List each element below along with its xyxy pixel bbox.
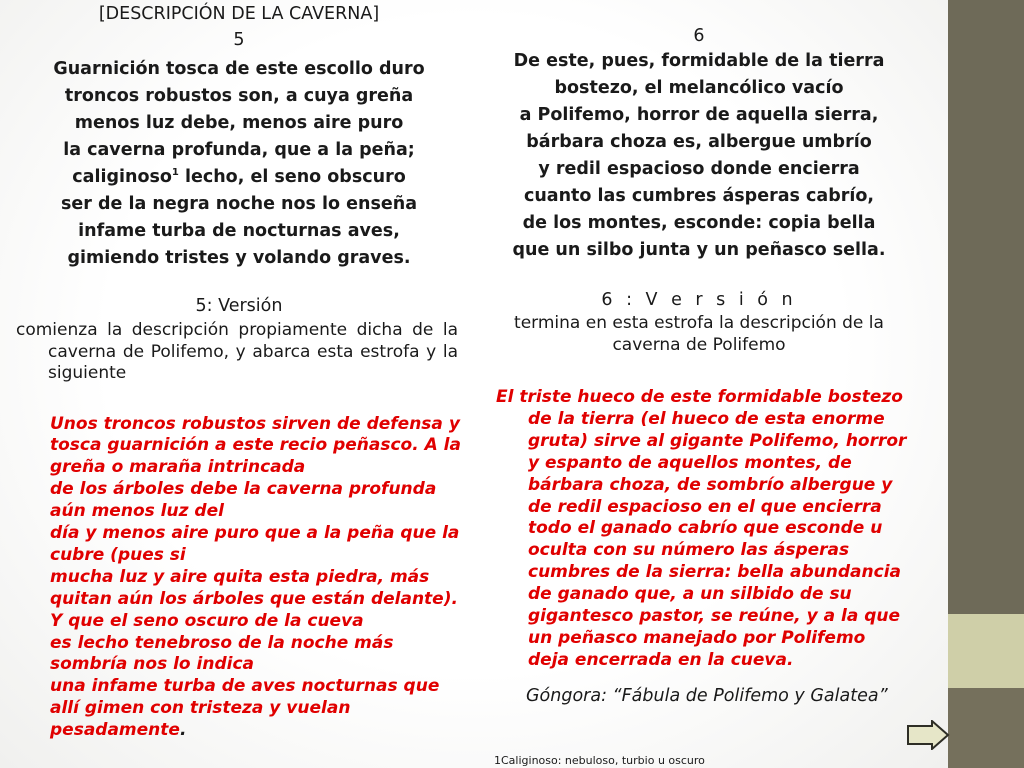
version-6-text: termina en esta estrofa la descripción de la caverna de Polifemo <box>514 313 884 355</box>
poem-line: cuanto las cumbres ásperas cabrío, <box>523 186 875 206</box>
version-6-title: 6 : V e r s i ó n <box>601 290 797 310</box>
stanza-6-poem <box>488 48 910 264</box>
version-5-title: 5: Versión <box>195 296 283 316</box>
paraphrase-line: de los árboles debe la caverna profunda <box>50 479 437 500</box>
sidebar-band-light <box>948 614 1024 688</box>
citation: Góngora: “Fábula de Polifemo y Galatea” <box>526 685 888 706</box>
poem-line: de los montes, esconde: copia bella <box>522 213 876 233</box>
poem-line: De este, pues, formidable de la tierra <box>513 51 885 71</box>
poem-line: menos luz debe, menos aire puro <box>74 113 404 133</box>
stanza-number-5: 5 <box>233 30 245 50</box>
paraphrase-line: aún menos luz del <box>50 501 224 522</box>
poem-line: bárbara choza es, albergue umbrío <box>526 132 872 152</box>
right-column <box>488 0 910 706</box>
poem-line: Guarnición tosca de este escollo duro <box>53 59 425 79</box>
stanza-number-6: 6 <box>693 26 705 46</box>
poem-line: ser de la negra noche nos lo enseña <box>60 194 418 214</box>
stanza-6-paraphrase: El triste hueco de este formidable bostezo de la tierra (el hueco de esta enorme gruta) sirve al gigante Polifemo, horror y espanto de aquellos montes, de bárbara choza, de sombrío albergue y de redil espacioso en el que encierra todo el ganado cabrío que esconde u oculta con su número las ásperas cumbres de la sierra: bella abundancia de ganado que, a un silbido de su gigantesco pastor, se reúne, y a la que un peñasco manejado por Polifemo deja encerrada en la cueva. <box>496 387 907 670</box>
paraphrase-line: una infame turba de aves nocturnas que <box>50 676 440 697</box>
section-heading: [DESCRIPCIÓN DE LA CAVERNA] <box>98 4 380 24</box>
poem-line: caliginoso$^1$ lecho, el seno obscuro <box>72 167 406 187</box>
paraphrase-line: sombría nos lo indica <box>50 654 254 675</box>
paraphrase-line: día y menos aire puro que a la peña que la <box>50 523 460 544</box>
paraphrase-line: quitan aún los árboles que están delante). <box>50 588 458 609</box>
footnote-marker: 1 <box>171 167 179 179</box>
paraphrase-line: es lecho tenebroso de la noche más <box>50 632 394 653</box>
paraphrase-line: mucha luz y aire quita esta piedra, más <box>50 566 430 587</box>
version-5-text: comienza la descripción propiamente dicha de la caverna de Polifemo, y abarca esta estrofa y la siguiente <box>16 320 458 383</box>
footnote: 1Caliginoso: nebuloso, turbio u oscuro <box>494 754 705 767</box>
paraphrase-line: tosca guarnición a este recio peñasco. A la <box>50 435 461 456</box>
paraphrase-line: pesadamente. <box>50 720 187 741</box>
poem-line: que un silbo junta y un peñasco sella. <box>512 240 886 260</box>
paraphrase-line: allí gimen con tristeza y vuelan <box>50 698 351 719</box>
paraphrase-line: cubre (pues si <box>50 544 186 565</box>
poem-line: la caverna profunda, que a la peña; <box>63 140 415 160</box>
paraphrase-line: greña o maraña intrincada <box>50 457 306 478</box>
poem-line: gimiendo tristes y volando graves. <box>67 248 411 268</box>
poem-line: bostezo, el melancólico vacío <box>554 78 844 98</box>
poem-line: a Polifemo, horror de aquella sierra, <box>519 105 879 125</box>
paraphrase-line: Unos troncos robustos sirven de defensa y <box>50 413 460 434</box>
stanza-5-poem <box>16 56 462 272</box>
sidebar-band-dark <box>948 688 1024 768</box>
poem-line: infame turba de nocturnas aves, <box>78 221 400 241</box>
poem-line: y redil espacioso donde encierra <box>538 159 860 179</box>
next-arrow-icon[interactable] <box>906 720 950 750</box>
poem-line: troncos robustos son, a cuya greña <box>64 86 414 106</box>
stanza-5-paraphrase <box>50 414 462 743</box>
left-column <box>16 0 462 742</box>
paraphrase-line: Y que el seno oscuro de la cueva <box>50 610 364 631</box>
